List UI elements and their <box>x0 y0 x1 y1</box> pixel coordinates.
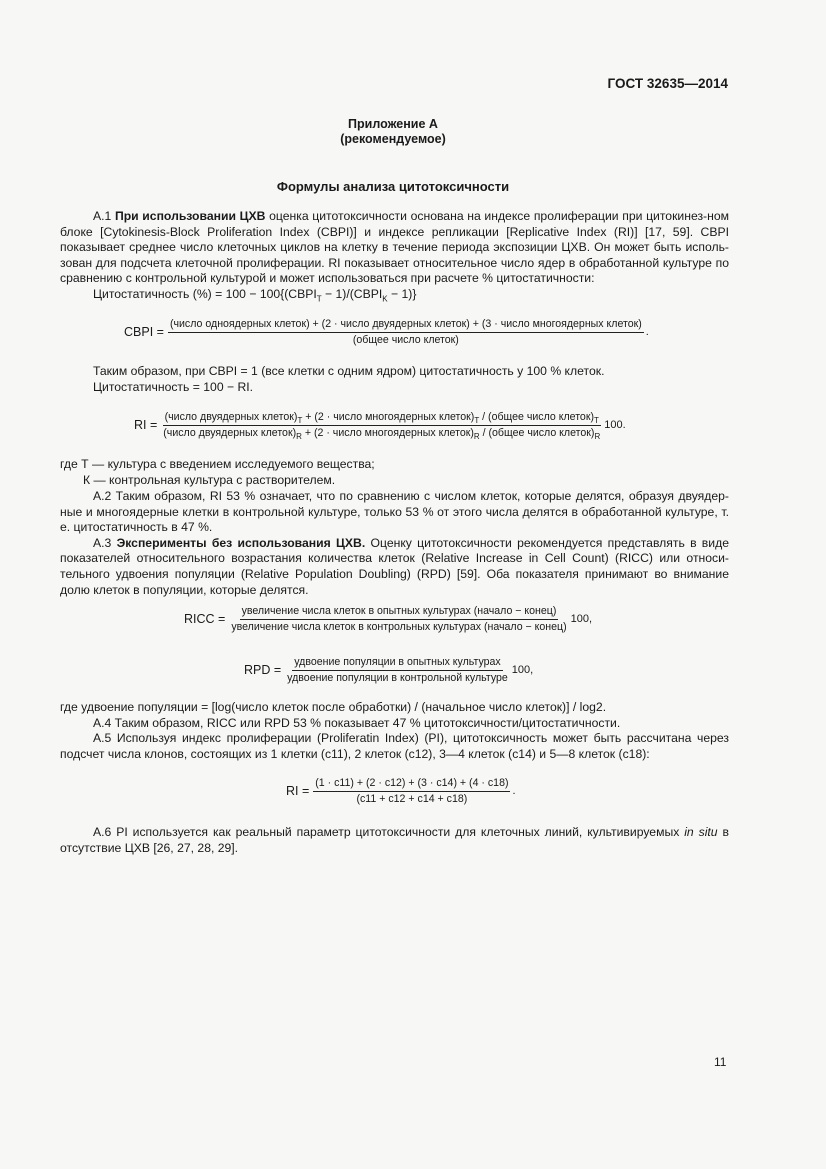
paragraph-a5: А.5 Используя индекс пролиферации (Proliferatin Index) (PI), цитотоксичность может быть рассчитана через подсчет числа клонов, состоящих из 1 клетки (с11), 2 клеток (с12), 3—4 клеток (с14) и 5—8 клеток (с18): <box>60 731 729 761</box>
paragraph-a2-a3 <box>60 489 729 598</box>
a1-number: А.1 <box>93 209 115 223</box>
ri-clone-fraction: $\frac{(1 \cdot c11) + (2 \cdot c12) + (3 \cdot c14) + (4 \cdot c18)}{(c11 + c12 + c14 + c18)}$ <box>315 777 509 805</box>
paragraph-a6: А.6 PI используется как реальный параметр цитотоксичности для клеточных линий, культивируемых in situ в отсутствие ЦХВ [26, 27, 28, 29]. <box>60 825 729 855</box>
paragraph-middle: Таким образом, при CBPI = 1 (все клетки с одним ядром) цитостатичность у 100 % клеток. Цитостатичность = 100 − RI. <box>93 364 605 394</box>
paragraph-a2: А.2 Таким образом, RI 53 % означает, что по сравнению с числом клеток, которые делятся, образуя двуядер-ные и многоядерные клетки в контрольной культуре, только 53 % от этого числа делятся в обработанной культуре, т. е. цитостатичность в 47 %. <box>60 489 729 535</box>
standard-id: ГОСТ 32635—2014 <box>607 76 728 91</box>
cbpi-fraction: (число одноядерных клеток) + (2 · число двуядерных клеток) + (3 · число многоядерных клеток) (общее число клеток) <box>169 318 642 346</box>
rpd-formula: RPD = $\frac{\text{удвоение популяции в опытных культурах}}{\text{удвоение популяции в контрольной культуре}}$ 100, <box>244 656 534 684</box>
where-doubling: где удвоение популяции = [log(число клеток после обработки) / (начальное число клеток)] / log2. <box>60 700 607 714</box>
ricc-fraction: увеличение числа клеток в опытных культурах (начало − конец) увеличение числа клеток в контрольных культурах (начало − конец) <box>231 605 567 633</box>
ricc-formula: RICC = увеличение числа клеток в опытных культурах (начало − конец) увеличение числа клеток в контрольных культурах (начало − конец) 100, <box>184 605 593 633</box>
paragraph-a4: А.4 Таким образом, RICC или RPD 53 % показывает 47 % цитотоксичности/цитостатичности. <box>93 715 621 730</box>
ri-clone-formula: RI = $\frac{(1 \cdot c11) + (2 \cdot c12) + (3 \cdot c14) + (4 \cdot c18)}{(c11 + c12 + c14 + c18)}$ . <box>286 777 516 805</box>
where-k: К — контрольная культура с растворителем. <box>83 473 336 487</box>
a1-text: оценка цитотоксичности основана на индексе пролиферации при цитокинез-ном блоке [Cytokinesis-Block Proliferation Index (CBPI)] и индексе репликации [Replicative Index (RI)] [17, 59]. CBPI показывает среднее число клеточных циклов на клетку в течение периода экспозиции ЦХВ. Он может быть исполь-зован для подсчета клеточной пролиферации. RI показывает относительное число ядер в обработанной культуре по сравнению с контрольной культурой и может использоваться при расчете % цитостатичности: <box>60 209 730 286</box>
ri-formula: RI = (число двуядерных $клеток)_T + (2$ · число многоядерных $клеток)_T$ / (общее число $клеток)_T$ (число двуядерных $клеток)_R + (2$ · число многоядерных $клеток)_R$ / (общее число $клеток)_R$ 100. <box>134 411 626 442</box>
appendix-status: (рекомендуемое) <box>340 132 446 146</box>
page-number: 11 <box>714 1055 727 1069</box>
ri-fraction: (число двуядерных $клеток)_T + (2$ · число многоядерных $клеток)_T$ / (общее число $клеток)_T$ (число двуядерных $клеток)_R + (2$ · число многоядерных $клеток)_R$ / (общее число $клеток)_R$ <box>163 411 601 442</box>
rpd-fraction: $\frac{\text{удвоение популяции в опытных культурах}}{\text{удвоение популяции в контрольной культуре}}$ <box>287 656 508 684</box>
cbpi-formula: CBPI = (число одноядерных клеток) + (2 · число двуядерных клеток) + (3 · число многоядерных клеток) (общее число клеток) . <box>124 318 649 346</box>
appendix-heading <box>60 117 726 147</box>
where-t: где Т — культура с введением исследуемого вещества; <box>60 457 375 471</box>
cytostatic-formula: Цитостатичность (%) = $100 - 100\{(CBPI_T$ − $1)/(CBPI_K - 1)$} <box>93 286 417 304</box>
a1-bold: При использовании ЦХВ <box>114 209 266 223</box>
paragraph-a3: А.3 Эксперименты без использования ЦХВ. Оценку цитотоксичности рекомендуется представлять в виде показателей относительного возрастания количества клеток (Relative Increase in Cell Count) (RICC) или относи-тельного удвоения популяции (Relative Population Doubling) (RPD) [59]. Оба показателя принимают во внимание долю клеток в популяции, которые делятся. <box>60 535 729 597</box>
paragraph-a4-a5 <box>60 700 729 762</box>
appendix-title: Приложение А <box>348 117 438 131</box>
section-title: Формулы анализа цитотоксичности <box>276 179 510 194</box>
paragraph-a1 <box>60 209 729 303</box>
